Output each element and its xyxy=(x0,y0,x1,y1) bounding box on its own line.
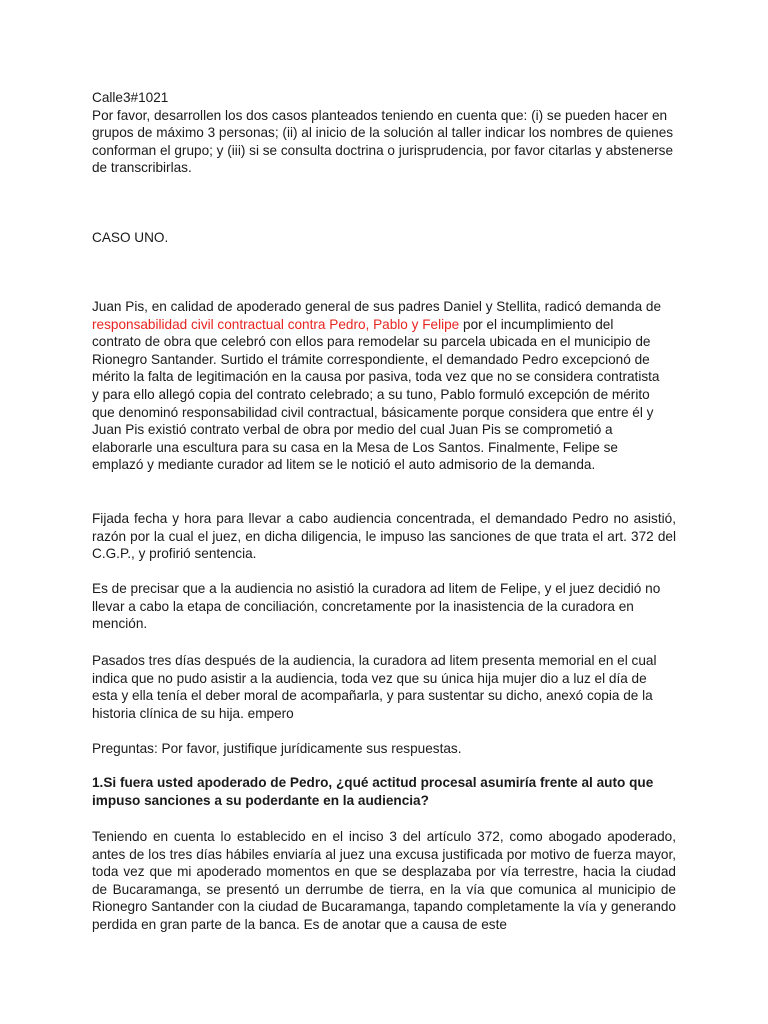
case-title: CASO UNO. xyxy=(92,230,169,245)
questions-intro: Preguntas: Por favor, justifique jurídicamente sus respuestas. xyxy=(92,741,462,756)
answer-1: Teniendo en cuenta lo establecido en el inciso 3 del artículo 372, como abogado apoderado, antes de los tres días hábiles enviaría al juez una excusa justificada por motivo de fuerza mayor, toda vez que mi apoderado momentos en que se desplazaba por vía terrestre, hacia la ciudad de Bucaramanga, se presentó un derrumbe de tierra, en la vía que comunica al municipio de Rionegro Santander con la ciudad de Bucaramanga, tapando completamente la vía y generando perdida en gran parte de la banca. Es de anotar que a causa de este xyxy=(92,829,676,932)
paragraph-curator-absence: Es de precisar que a la audiencia no asistió la curadora ad litem de Felipe, y el juez decidió no llevar a cabo la etapa de conciliación, concretamente por la inasistencia de la curadora en mención. xyxy=(92,581,661,632)
paragraph-hearing: Fijada fecha y hora para llevar a cabo audiencia concentrada, el demandado Pedro no asistió, razón por la cual el juez, en dicha diligencia, le impuso las sanciones de que trata el art. 372 del C.G.P., y profirió sentencia. xyxy=(92,511,676,562)
intro-block xyxy=(92,89,676,177)
highlighted-claim: responsabilidad civil contractual contra Pedro, Pablo y Felipe xyxy=(92,316,460,332)
paragraph-facts-rest: por el incumplimiento del contrato de obra que celebró con ellos para remodelar su parcela ubicada en el municipio de Rionegro Santander. Surtido el trámite correspondiente, el demandado Pedro excepcionó de mérito la falta de legitimación en la causa por pasiva, toda vez que no se considera contratista y para ello allegó copia del contrato celebrado; a su tuno, Pablo formuló excepción de mérito que denominó responsabilidad civil contractual, básicamente porque considera que entre él y Juan Pis existió contrato verbal de obra por medio del cual Juan Pis se comprometió a elaborarle una escultura para su casa en la Mesa de Los Santos. Finalmente, Felipe se emplazó y mediante curador ad litem se le notició el auto admisorio de la demanda. xyxy=(92,316,660,473)
header-line: Calle3#1021 xyxy=(92,90,169,105)
intro-paragraph: Por favor, desarrollen los dos casos planteados teniendo en cuenta que: (i) se pueden hacer en grupos de máximo 3 personas; (ii) al inicio de la solución al taller indicar los nombres de quienes conforman el grupo; y (iii) si se consulta doctrina o jurisprudencia, por favor citarlas y abstenerse de transcribirlas. xyxy=(92,107,674,176)
paragraph-memorial: Pasados tres días después de la audiencia, la curadora ad litem presenta memorial en el cual indica que no pudo asistir a la audiencia, toda vez que su única hija mujer dio a luz el día de esta y ella tenía el deber moral de acompañarla, y para sustentar su dicho, anexó copia de la historia clínica de su hija. empero xyxy=(92,653,657,721)
question-1: 1.Si fuera usted apoderado de Pedro, ¿qué actitud procesal asumiría frente al auto que impuso sanciones a su poderdante en la audiencia? xyxy=(92,775,654,808)
paragraph-facts-start: Juan Pis, en calidad de apoderado general de sus padres Daniel y Stellita, radicó demanda de xyxy=(92,299,662,314)
paragraph-facts xyxy=(92,298,662,474)
